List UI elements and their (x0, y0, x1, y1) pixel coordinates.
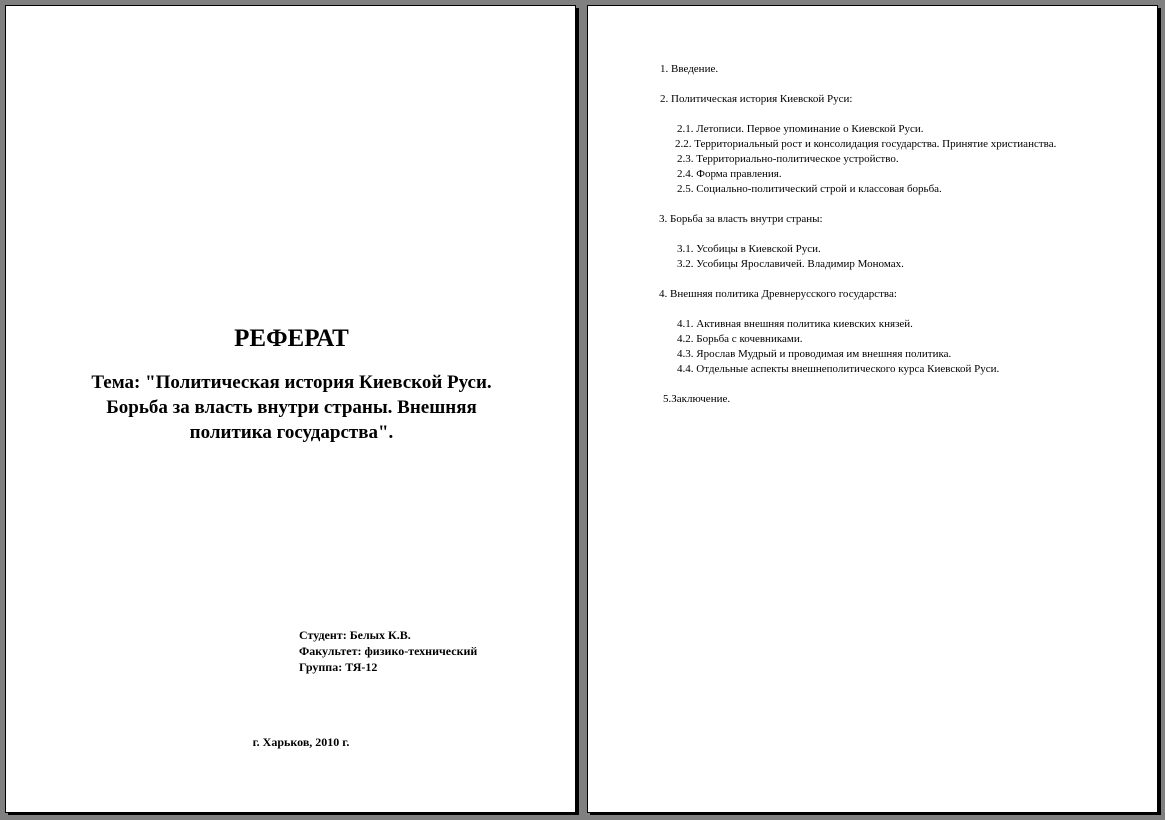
toc-item: 4.4. Отдельные аспекты внешнеполитического курса Киевской Руси. (677, 363, 1000, 375)
toc-item: 1. Введение. (660, 63, 719, 75)
toc-item: 2.5. Социально-политический строй и классовая борьба. (677, 183, 942, 195)
toc-item: 3. Борьба за власть внутри страны: (659, 213, 823, 225)
theme-line: Борьба за власть внутри страны. Внешняя (106, 397, 477, 418)
document-heading: РЕФЕРАТ (234, 325, 349, 352)
title-block (6, 324, 577, 445)
contents-page (587, 5, 1158, 813)
table-of-contents (643, 62, 1123, 407)
theme-line: политика государства". (189, 422, 394, 443)
toc-item: 4. Внешняя политика Древнерусского государства: (659, 288, 897, 300)
toc-item: 5.Заключение. (663, 393, 731, 405)
toc-item: 2.3. Территориально-политическое устройство. (677, 153, 899, 165)
toc-item: 4.3. Ярослав Мудрый и проводимая им внешняя политика. (677, 348, 952, 360)
toc-item: 2.4. Форма правления. (677, 168, 782, 180)
toc-item: 4.1. Активная внешняя политика киевских князей. (677, 318, 913, 330)
toc-item: 3.1. Усобицы в Киевской Руси. (677, 243, 821, 255)
page-shadow (1158, 8, 1161, 815)
toc-item: 2.1. Летописи. Первое упоминание о Киевской Руси. (677, 123, 924, 135)
toc-item: 4.2. Борьба с кочевниками. (677, 333, 803, 345)
document-theme (6, 370, 577, 445)
student-faculty: Факультет: физико-технический (299, 644, 478, 658)
city-year: г. Харьков, 2010 г. (252, 735, 350, 749)
student-info (299, 627, 477, 675)
student-group: Группа: ТЯ-12 (299, 660, 378, 674)
toc-item: 3.2. Усобицы Ярославичей. Владимир Мономах. (677, 258, 904, 270)
toc-item: 2. Политическая история Киевской Руси: (660, 93, 853, 105)
student-name: Студент: Белых К.В. (299, 628, 411, 642)
title-page (5, 5, 576, 813)
toc-item: 2.2. Территориальный рост и консолидация государства. Принятие христианства. (675, 138, 1057, 150)
theme-line: Тема: "Политическая история Киевской Руси. (91, 372, 492, 393)
